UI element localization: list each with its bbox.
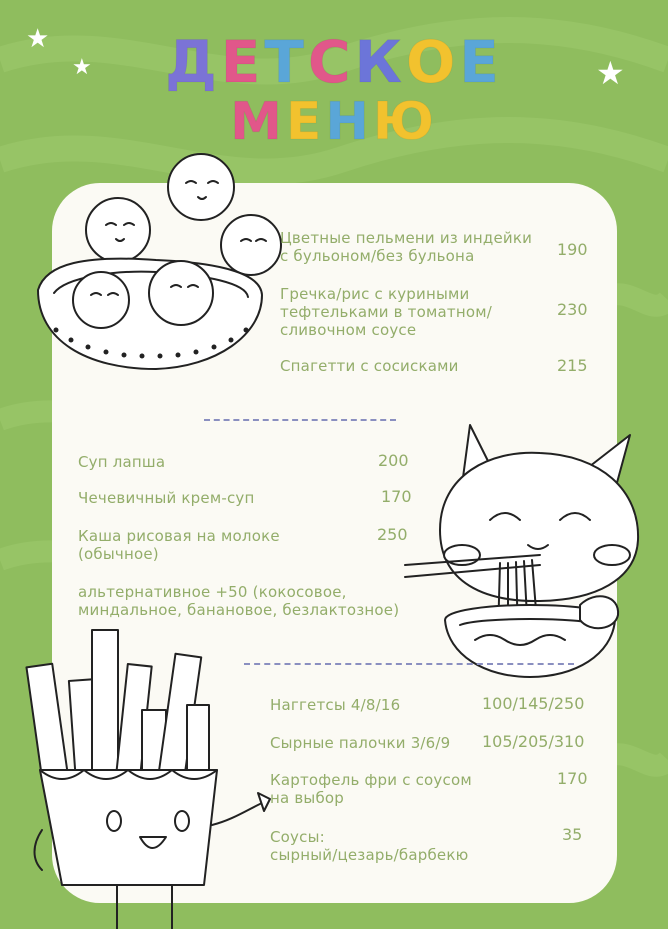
menu-item-name: Цветные пельмени из индейки с бульоном/без бульона (280, 229, 533, 265)
title-letter: Т (264, 28, 308, 96)
menu-item-price: 230 (557, 300, 588, 319)
title-letter: О (405, 28, 460, 96)
menu-item-name: Гречка/рис с куриными тефтельками в томатном/ сливочном соусе (280, 285, 492, 339)
menu-item-name: Сырные палочки 3/6/9 (270, 734, 451, 752)
menu-item-note: альтернативное +50 (кокосовое, миндальное, банановое, безлактозное) (78, 583, 400, 619)
menu-item-name: Наггетсы 4/8/16 (270, 696, 401, 714)
section-divider (244, 663, 574, 665)
title-letter: Д (165, 28, 221, 96)
menu-item-name: Соусы: сырный/цезарь/барбекю (270, 828, 469, 864)
title-line-2 (0, 92, 668, 152)
title-letter: К (354, 28, 406, 96)
menu-item-price: 215 (557, 356, 588, 375)
title-letter: Е (459, 28, 503, 96)
menu-item-name: Каша рисовая на молоке (обычное) (78, 527, 280, 563)
title-letter: Е (220, 28, 265, 96)
menu-item-price: 170 (381, 487, 412, 506)
menu-item-name: Чечевичный крем-суп (78, 489, 255, 507)
title-letter: Ю (372, 92, 438, 152)
star-icon: ★ (596, 54, 625, 92)
menu-item-name: Спагетти с сосисками (280, 357, 459, 375)
dumplings-bowl-illustration (26, 145, 286, 385)
section-divider (204, 419, 396, 421)
title-letter: Е (285, 92, 326, 152)
menu-item-name: Суп лапша (78, 453, 166, 471)
menu-item-name: Картофель фри с соусом на выбор (270, 771, 472, 807)
title-letter: М (230, 92, 286, 152)
menu-item-price: 190 (557, 240, 588, 259)
menu-item-price: 105/205/310 (482, 732, 585, 751)
title-letter: Н (325, 92, 373, 152)
star-icon: ★ (26, 24, 50, 54)
menu-item-price: 35 (562, 825, 583, 844)
french-fries-illustration (22, 625, 282, 929)
menu-item-price: 170 (557, 769, 588, 788)
menu-item-price: 200 (378, 451, 409, 470)
menu-item-price: 250 (377, 525, 408, 544)
title-letter: С (307, 28, 355, 96)
fox-eating-noodles-illustration (400, 405, 660, 695)
title-line-1 (0, 24, 668, 96)
star-icon: ★ (72, 55, 92, 80)
menu-item-price: 100/145/250 (482, 694, 585, 713)
